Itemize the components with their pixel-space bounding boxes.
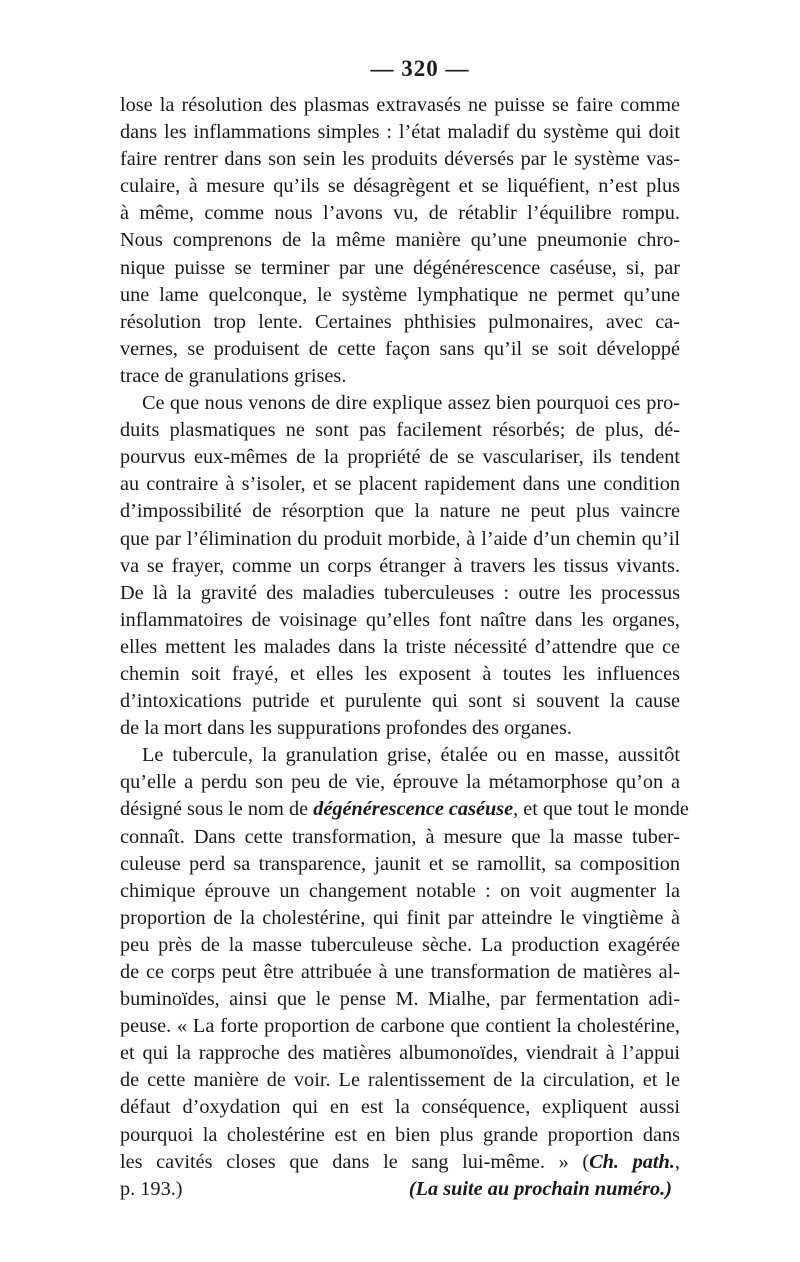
text-line: nique puisse se terminer par une dégénérescence caséuse, si, par [120,256,680,279]
text-line: d’intoxications putride et purulente qui sont si souvent la cause [120,690,680,713]
reference-page: p. 193.) [120,1177,183,1200]
text-line: à même, comme nous l’avons vu, de rétablir l’équilibre rompu. [120,202,680,225]
text-line: qu’elle a perdu son peu de vie, éprouve la métamorphose qu’on a [120,771,680,794]
text-line: buminoïdes, ainsi que le pense M. Mialhe, par fermentation adi- [120,988,680,1011]
text-line: résolution trop lente. Certaines phthisies pulmonaires, avec ca- [120,310,680,333]
text-line: chemin soit frayé, et elles les exposent à toutes les influences [120,662,680,685]
text-line: vernes, se produisent de cette façon sans qu’il se soit développé [120,337,680,360]
text-line: pourvus eux-mêmes de la propriété de se vasculariser, ils tendent [120,446,680,469]
continuation-note: (La suite au prochain numéro.) [408,1177,672,1200]
text-line: De là la gravité des maladies tuberculeuses : outre les processus [120,581,680,604]
text-line: dans les inflammations simples : l’état maladif du système qui doit [120,121,680,144]
text-line: et qui la rapproche des matières albumonoïdes, viendrait à l’appui [120,1042,680,1065]
text-line: défaut d’oxydation qui en est la conséquence, expliquent aussi [120,1096,680,1119]
document-page [120,56,689,1203]
text-line: trace de granulations grises. [120,364,347,387]
text-line: d’impossibilité de résorption que la nature ne peut plus vaincre [120,500,680,523]
page-number: — 320 — [370,56,470,81]
text-line: de ce corps peut être attribuée à une transformation de matières al- [120,961,680,983]
text-fragment: , et que tout le monde [513,798,689,821]
text-fragment: les cavités closes que dans le sang lui-même. » ( [120,1150,590,1173]
text-line: culaire, à mesure qu’ils se désagrègent et se liquéfient, n’est plus [120,175,680,198]
footer-line [120,1176,680,1203]
text-line: de la mort dans les suppurations profondes des organes. [120,717,572,740]
text-line: Ce que nous venons de dire explique assez bien pourquoi ces pro- [142,392,680,415]
text-line: que par l’élimination du produit morbide, à l’aide d’un chemin qu’il [120,527,680,550]
text-line: inflammatoires de voisinage qu’elles font naître dans les organes, [120,608,680,631]
text-line: peuse. « La forte proportion de carbone que contient la cholestérine, [120,1015,680,1038]
text-line: culeuse perd sa transparence, jaunit et se ramollit, sa composition [120,852,680,875]
text-fragment: désigné sous le nom de [120,798,314,821]
text-line: duits plasmatiques ne sont pas facilement résorbés; de plus, dé- [120,419,680,442]
paragraph-3 [120,742,689,1176]
text-line: Nous comprenons de la même manière qu’une pneumonie chro- [120,229,680,252]
text-line: peu près de la masse tuberculeuse sèche. La production exagérée [120,933,680,956]
text-line: pourquoi la cholestérine est en bien plus grande proportion dans [120,1123,680,1146]
text-line: au contraire à s’isoler, et se placent rapidement dans une condition [120,473,680,496]
text-line: Le tubercule, la granulation grise, étalée ou en masse, aussitôt [142,744,680,767]
text-line: connaît. Dans cette transformation, à mesure que la masse tuber- [120,825,680,848]
text-line-emphasis [120,796,689,823]
emphasis-term: dégénérescence caséuse [313,798,514,821]
text-line: va se frayer, comme un corps étranger à travers les tissus vivants. [120,554,680,577]
text-line: de cette manière de voir. Le ralentissement de la circulation, et le [120,1069,680,1092]
text-line: une lame quelconque, le système lymphatique ne permet qu’une [120,283,680,306]
text-fragment: , [674,1150,680,1173]
text-line: elles mettent les malades dans la triste nécessité d’attendre que ce [120,635,680,658]
paragraph-2 [120,390,680,742]
text-line: faire rentrer dans son sein les produits déversés par le système vas- [120,148,680,171]
reference-title: Ch. path. [589,1150,675,1173]
paragraph-1 [120,92,680,390]
text-line: proportion de la cholestérine, qui finit par atteindre le vingtième à [120,906,680,929]
text-line-reference [120,1149,680,1176]
text-line: chimique éprouve un changement notable : on voit augmenter la [120,879,680,902]
text-line: lose la résolution des plasmas extravasés ne puisse se faire comme [120,94,680,116]
